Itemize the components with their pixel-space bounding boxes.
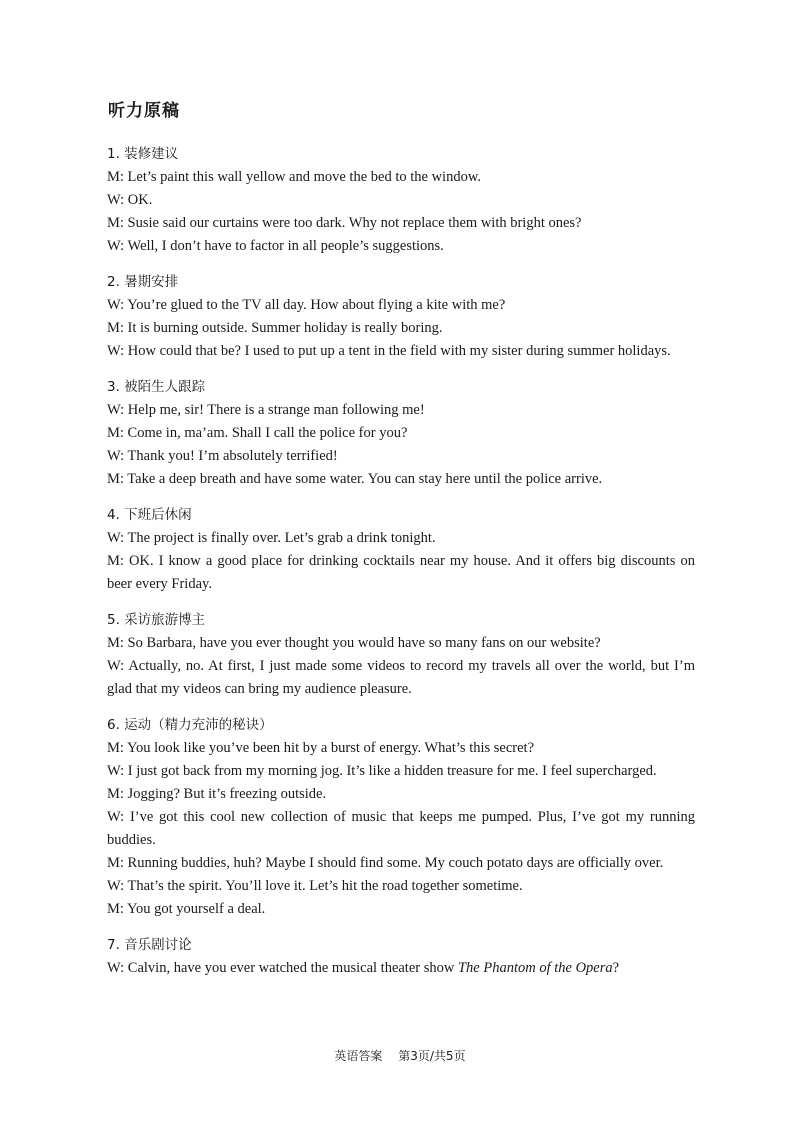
- section-2: [107, 271, 695, 363]
- dialogue-line: W: That’s the spirit. You’ll love it. Let’s hit the road together sometime.: [107, 878, 523, 894]
- section-1: [107, 143, 695, 258]
- dialogue-line: M: You got yourself a deal.: [107, 901, 266, 917]
- section-heading: 1. 装修建议: [107, 146, 179, 162]
- section-5: [107, 609, 695, 701]
- dialogue-line: W: How could that be? I used to put up a tent in the field with my sister during summer holidays.: [107, 343, 671, 359]
- page-footer: [0, 1047, 800, 1064]
- dialogue-line: W: I’ve got this cool new collection of music that keeps me pumped. Plus, I’ve got my running buddies.: [107, 809, 695, 848]
- dialogue-line: M: Jogging? But it’s freezing outside.: [107, 786, 327, 802]
- show-title: The Phantom of the Opera: [457, 960, 613, 976]
- line-prefix: W: Calvin, have you ever watched the musical theater show: [107, 960, 458, 976]
- section-6: [107, 714, 695, 921]
- page-title: 听力原稿: [108, 101, 180, 121]
- dialogue-line: M: Take a deep breath and have some water. You can stay here until the police arrive.: [107, 471, 603, 487]
- dialogue-line: M: Susie said our curtains were too dark. Why not replace them with bright ones?: [107, 215, 582, 231]
- section-heading: 3. 被陌生人跟踪: [107, 379, 206, 395]
- section-7: [107, 934, 695, 980]
- section-3: [107, 376, 695, 491]
- dialogue-line: W: The project is finally over. Let’s grab a drink tonight.: [107, 530, 436, 546]
- dialogue-line: M: It is burning outside. Summer holiday is really boring.: [107, 320, 443, 336]
- section-heading: 6. 运动（精力充沛的秘诀）: [107, 717, 273, 733]
- section-heading: 5. 采访旅游博主: [107, 612, 206, 628]
- dialogue-line: [107, 957, 695, 980]
- dialogue-line: W: Thank you! I’m absolutely terrified!: [107, 448, 338, 464]
- dialogue-line: W: Actually, no. At first, I just made some videos to record my travels all over the world, but I’m glad that my videos can bring my audience pleasure.: [107, 658, 695, 697]
- section-4: [107, 504, 695, 596]
- section-heading: 7. 音乐剧讨论: [107, 937, 192, 953]
- dialogue-line: M: OK. I know a good place for drinking cocktails near my house. And it offers big discounts on beer every Friday.: [107, 553, 695, 592]
- dialogue-line: W: OK.: [107, 192, 153, 208]
- dialogue-line: M: Running buddies, huh? Maybe I should find some. My couch potato days are officially over.: [107, 855, 664, 871]
- footer-subject: 英语答案: [334, 1049, 383, 1063]
- line-suffix: ?: [612, 960, 620, 976]
- dialogue-line: M: Let’s paint this wall yellow and move the bed to the window.: [107, 169, 481, 185]
- dialogue-line: M: You look like you’ve been hit by a burst of energy. What’s this secret?: [107, 740, 535, 756]
- transcript-content: [107, 143, 695, 993]
- dialogue-line: W: You’re glued to the TV all day. How about flying a kite with me?: [107, 297, 506, 313]
- section-heading: 4. 下班后休闲: [107, 507, 192, 523]
- dialogue-line: W: Well, I don’t have to factor in all people’s suggestions.: [107, 238, 444, 254]
- dialogue-line: W: I just got back from my morning jog. It’s like a hidden treasure for me. I feel supercharged.: [107, 763, 657, 779]
- dialogue-line: M: Come in, ma’am. Shall I call the police for you?: [107, 425, 408, 441]
- dialogue-line: W: Help me, sir! There is a strange man following me!: [107, 402, 425, 418]
- footer-page-number: 第3页/共5页: [398, 1049, 466, 1063]
- dialogue-line: M: So Barbara, have you ever thought you would have so many fans on our website?: [107, 635, 601, 651]
- section-heading: 2. 暑期安排: [107, 274, 179, 290]
